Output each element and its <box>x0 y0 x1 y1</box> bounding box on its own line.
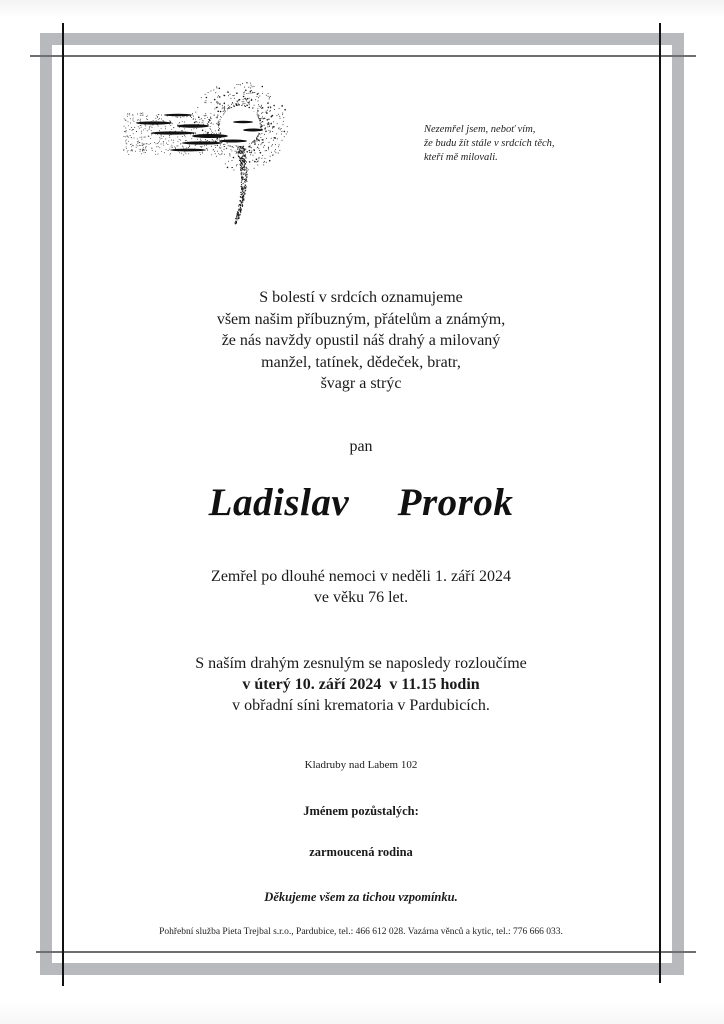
family-address: Kladruby nad Labem 102 <box>304 759 418 771</box>
funeral-service-footer: Pohřební služba Pieta Trejbal s.r.o., Pardubice, tel.: 466 612 028. Vazárna věnců a kytic, tel.: 776 666 033. <box>159 927 563 937</box>
funeral-info <box>62 653 660 716</box>
funeral-datetime: v úterý 10. září 2024 v 11.15 hodin <box>242 676 480 693</box>
frame-band-bottom <box>45 963 684 975</box>
frame-rule-top <box>30 55 696 57</box>
death-info <box>62 566 660 608</box>
funeral-place: v obřadní síni krematoria v Pardubicích. <box>232 697 490 714</box>
announcement-line: S bolestí v srdcích oznamujeme <box>259 289 463 306</box>
frame-band-top <box>40 33 684 45</box>
signature-label: Jménem pozůstalých: <box>303 804 419 818</box>
death-info-line: ve věku 76 let. <box>313 589 409 606</box>
motto-line: kteří mě milovali. <box>424 152 498 163</box>
honorific: pan <box>349 438 373 455</box>
frame-rule-bottom <box>36 951 696 953</box>
announcement-text <box>62 287 660 395</box>
signature-family: zarmoucená rodina <box>309 845 413 859</box>
motto-line: Nezemřel jsem, neboť vím, <box>424 124 536 135</box>
announcement-line: švagr a strýc <box>320 375 402 392</box>
announcement-line: všem našim příbuzným, přátelům a známým, <box>216 310 506 328</box>
sun-with-clouds-icon <box>118 78 308 233</box>
motto-line: že budu žít stále v srdcích těch, <box>424 138 555 149</box>
deceased-name: Ladislav Prorok <box>208 481 514 524</box>
announcement-line: že nás navždy opustil náš drahý a milovaný <box>221 332 501 349</box>
announcement-line: manžel, tatínek, dědeček, bratr, <box>261 353 461 371</box>
frame-band-left <box>40 33 52 975</box>
motto-quote <box>424 123 555 165</box>
funeral-intro: S naším drahým zesnulým se naposledy rozloučíme <box>195 655 527 672</box>
death-info-line: Zemřel po dlouhé nemoci v neděli 1. září 2024 <box>211 568 511 585</box>
thanks-note: Děkujeme všem za tichou vzpomínku. <box>264 890 458 904</box>
frame-band-right <box>672 33 684 975</box>
